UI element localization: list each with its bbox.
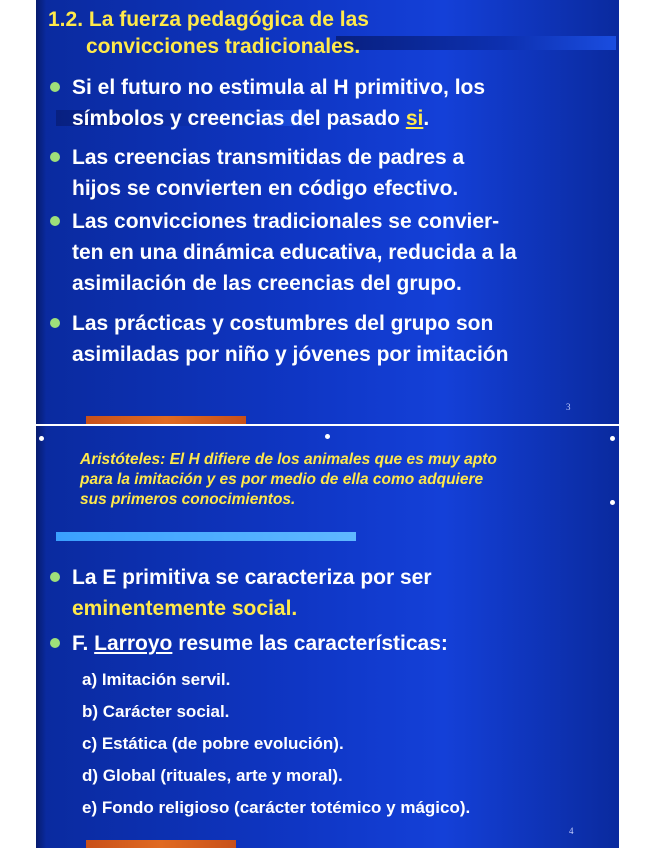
bullet-dot-icon [50,572,60,582]
bullet-text: asimiladas por niño y jóvenes por imitación [72,343,509,366]
slide-4 [36,426,619,848]
decorative-band [56,532,356,541]
list-item: b) Carácter social. [82,702,230,721]
list-item: c) Estática (de pobre evolución). [82,734,344,753]
bullet-item [48,628,448,659]
bullet-text: asimilación de las creencias del grupo. [72,272,462,295]
author-name: Larroyo [94,632,173,655]
page-number: 4 [569,826,574,836]
bullet-item [48,562,432,624]
decorative-band [336,36,616,50]
bullet-text: ten en una dinámica educativa, reducida a la [72,241,517,264]
bullet-dot-icon [50,216,60,226]
list-item: d) Global (rituales, arte y moral). [82,766,343,785]
selection-handle-icon[interactable] [610,500,615,505]
slide-left-bar [36,426,46,848]
bullet-text: símbolos y creencias del pasado si. [72,107,430,130]
page-number: 3 [566,402,571,412]
bullet-text: eminentemente social. [72,597,298,620]
bullet-text: hijos se convierten en código efectivo. [72,177,459,200]
bullet-text: Las prácticas y costumbres del grupo son [72,312,494,335]
orange-accent-bar [86,840,236,848]
bullet-item [48,72,485,134]
bullet-text: Las creencias transmitidas de padres a [72,146,465,169]
slide-left-bar [36,0,46,424]
selection-handle-icon[interactable] [610,436,615,441]
title-line-1: 1.2. La fuerza pedagógica de las [48,8,369,31]
bullet-item [48,142,464,204]
bullet-text: La E primitiva se caracteriza por ser [72,566,432,589]
bullet-item [48,308,508,370]
bullet-text: Las convicciones tradicionales se convier- [72,210,500,233]
bullet-item [48,206,517,299]
highlight-word: si [405,107,424,130]
list-item: e) Fondo religioso (carácter totémico y mágico). [82,798,471,817]
aristotle-quote: Aristóteles: El H difiere de los animales que es muy apto para la imitación y es por medio de ella como adquiere sus primeros conocimientos. [80,451,497,508]
orange-accent-bar [86,416,246,424]
bullet-text: F. Larroyo resume las características: [72,632,448,655]
bullet-dot-icon [50,318,60,328]
slide-3 [36,0,619,424]
selection-handle-icon[interactable] [39,436,44,441]
bullet-dot-icon [50,152,60,162]
list-item: a) Imitación servil. [82,670,231,689]
slide-title [48,6,369,60]
selection-handle-icon[interactable] [325,434,330,439]
bullet-dot-icon [50,638,60,648]
bullet-dot-icon [50,82,60,92]
bullet-text: Si el futuro no estimula al H primitivo, los [72,76,486,99]
title-line-2: convicciones tradicionales. [86,35,361,58]
